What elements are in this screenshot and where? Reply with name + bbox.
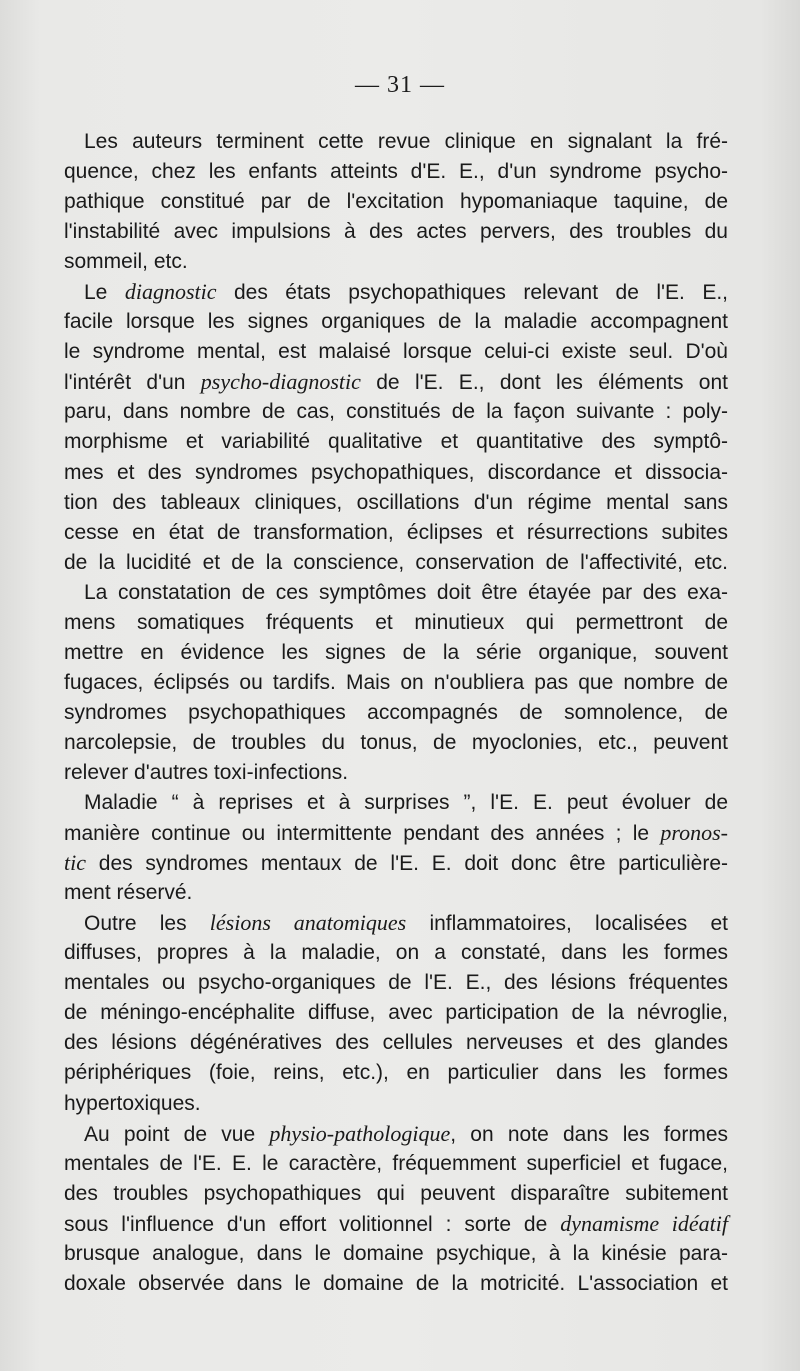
paragraph xyxy=(64,1119,728,1299)
text-line: cesse en état de transformation, éclipses et résurrections subites xyxy=(64,520,728,544)
text-line: mettre en évidence les signes de la série organique, souvent xyxy=(64,640,728,664)
italic-term: psycho-diagnostic xyxy=(200,369,361,395)
text-line: relever d'autres toxi-infections. xyxy=(64,760,349,784)
text-line: des lésions dégénératives des cellules nerveuses et des glandes xyxy=(64,1031,728,1055)
text-line: mens somatiques fréquents et minutieux qui permettront de xyxy=(64,610,728,634)
paragraph xyxy=(64,277,728,788)
text-line: sommeil, etc. xyxy=(64,250,188,274)
page-number: — 31 — xyxy=(355,72,445,98)
text-line: Les auteurs terminent cette revue clinique en signalant la fré- xyxy=(84,130,728,153)
text-line: Maladie “ à reprises et à surprises ”, l'E. E. peut évoluer de xyxy=(84,791,728,815)
text-line: le syndrome mental, est malaisé lorsque celui-ci existe seul. D'où xyxy=(64,340,728,364)
text-line: pathique constitué par de l'excitation hypomaniaque taquine, de xyxy=(64,190,728,214)
text-line: fugaces, éclipsés ou tardifs. Mais on n'oubliera pas que nombre de xyxy=(64,670,728,694)
text-line: tic des syndromes mentaux de l'E. E. doit donc être particulière- xyxy=(64,850,728,876)
text-line: des troubles psychopathiques qui peuvent disparaître subitement xyxy=(64,1181,728,1205)
paragraph xyxy=(64,908,728,1118)
text-line: doxale observée dans le domaine de la motricité. L'association et xyxy=(64,1271,728,1295)
text-line: quence, chez les enfants atteints d'E. E., d'un syndrome psycho- xyxy=(64,160,728,184)
italic-term: dynamisme idéatif xyxy=(560,1210,728,1236)
text-line: périphériques (foie, reins, etc.), en particulier dans les formes xyxy=(64,1061,728,1085)
body-text xyxy=(64,127,728,1299)
text-line: mentales ou psycho-organiques de l'E. E., des lésions fréquentes xyxy=(64,971,728,995)
text-line: Le diagnostic des états psychopathiques relevant de l'E. E., xyxy=(84,279,728,305)
text-line: tion des tableaux cliniques, oscillations d'un régime mental sans xyxy=(64,490,728,514)
text-line: diffuses, propres à la maladie, on a constaté, dans les formes xyxy=(64,941,728,965)
italic-term: physio-pathologique xyxy=(269,1120,451,1146)
italic-term: pronos- xyxy=(660,820,728,846)
text-line: facile lorsque les signes organiques de la maladie accompagnent xyxy=(64,310,728,334)
text-line: syndromes psychopathiques accompagnés de somnolence, de xyxy=(64,700,728,724)
italic-term: diagnostic xyxy=(124,279,217,305)
paragraph xyxy=(64,127,728,277)
text-line: sous l'influence d'un effort volitionnel : sorte de dynamisme idéatif xyxy=(64,1210,728,1236)
text-line: l'instabilité avec impulsions à des actes pervers, des troubles du xyxy=(64,220,728,244)
paragraph xyxy=(64,788,728,908)
text-line: mes et des syndromes psychopathiques, discordance et dissocia- xyxy=(64,460,728,484)
text-line: hypertoxiques. xyxy=(64,1091,201,1115)
text-line: l'intérêt d'un psycho-diagnostic de l'E. E., dont les éléments ont xyxy=(64,369,728,395)
text-line: de méningo-encéphalite diffuse, avec participation de la névroglie, xyxy=(64,1001,728,1025)
text-line: narcolepsie, de troubles du tonus, de myoclonies, etc., peuvent xyxy=(64,730,728,754)
text-line: morphisme et variabilité qualitative et quantitative des symptô- xyxy=(64,430,728,454)
text-line: brusque analogue, dans le domaine psychique, à la kinésie para- xyxy=(64,1241,728,1265)
text-line: mentales de l'E. E. le caractère, fréquemment superficiel et fugace, xyxy=(64,1151,728,1175)
text-line: Au point de vue physio-pathologique, on note dans les formes xyxy=(84,1120,728,1146)
italic-term: tic xyxy=(64,850,86,876)
italic-term: lésions anatomiques xyxy=(209,910,407,936)
text-line: paru, dans nombre de cas, constitués de la façon suivante : poly- xyxy=(64,400,728,424)
text-line: La constatation de ces symptômes doit être étayée par des exa- xyxy=(84,580,728,604)
text-line: Outre les lésions anatomiques inflammatoires, localisées et xyxy=(84,910,728,936)
text-line: manière continue ou intermittente pendant des années ; le pronos- xyxy=(64,820,728,846)
text-line: de la lucidité et de la conscience, conservation de l'affectivité, etc. xyxy=(64,550,728,574)
text-line: ment réservé. xyxy=(64,881,193,905)
